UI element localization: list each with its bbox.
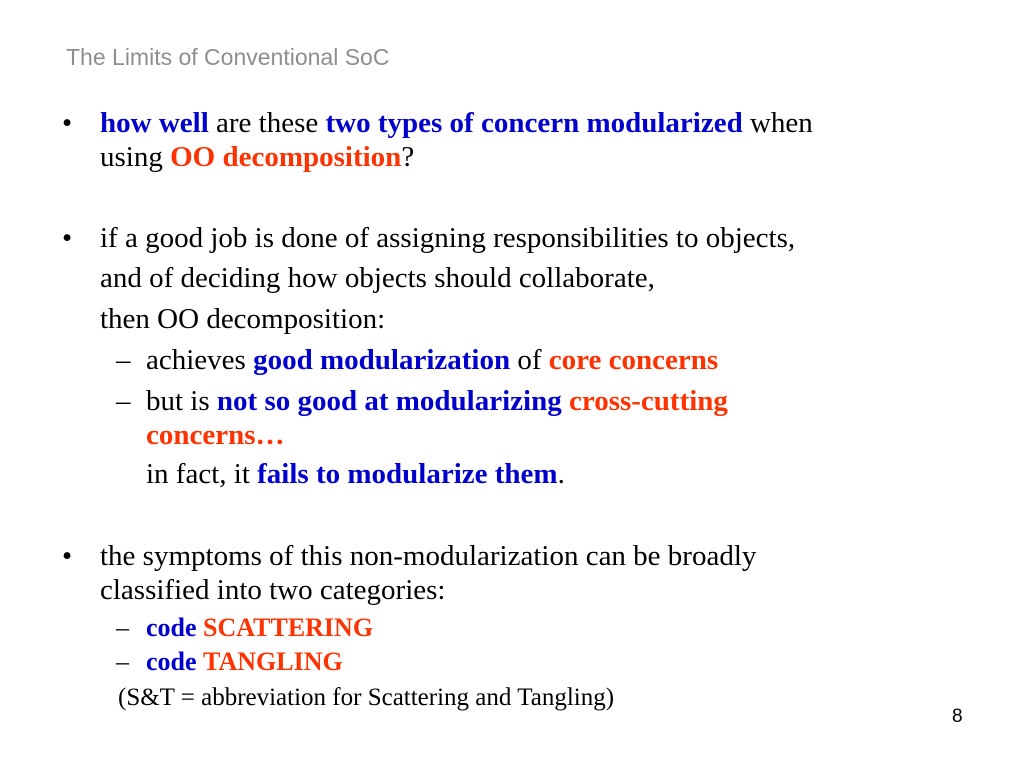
sub-bullet-code-scattering	[146, 611, 373, 645]
text-plain: are these	[208, 107, 326, 139]
text-core-concerns: core concerns	[548, 344, 719, 376]
bullet-3-symbol: •	[62, 540, 73, 572]
page-number: 8	[952, 706, 963, 727]
text-code: code	[146, 613, 197, 642]
sub-bullet-but-is-line-2	[146, 418, 285, 452]
sub-bullet-code-tangling	[146, 645, 343, 679]
bullet-2-symbol: •	[62, 222, 73, 254]
bullet-1-line-1	[100, 106, 813, 140]
text-plain: when	[742, 107, 813, 139]
text-two-types: two types of concern modularized	[325, 107, 743, 139]
text-scattering: SCATTERING	[203, 613, 374, 642]
bullet-3-line-1: the symptoms of this non-modularization can be broadly	[100, 540, 757, 572]
text-plain: but is	[146, 385, 217, 417]
text-cross-cutting: cross-cutting	[568, 385, 728, 417]
text-code: code	[146, 647, 197, 676]
sub-bullet-dash: –	[116, 385, 131, 417]
sub-bullet-dash: –	[116, 613, 129, 642]
sub-bullet-in-fact	[146, 457, 565, 491]
sub-bullet-achieves	[146, 343, 718, 377]
text-plain: in fact, it	[146, 458, 258, 490]
bullet-1-symbol: •	[62, 107, 73, 139]
text-plain: of	[510, 344, 549, 376]
sub-bullet-but-is	[146, 384, 728, 418]
abbreviation-note: (S&T = abbreviation for Scattering and Tangling)	[118, 684, 615, 711]
bullet-2-line-2: and of deciding how objects should collaborate,	[100, 262, 655, 294]
text-plain: achieves	[146, 344, 254, 376]
slide-title: The Limits of Conventional SoC	[66, 44, 390, 70]
text-oo-decomposition: OO decomposition	[170, 141, 402, 173]
text-tangling: TANGLING	[203, 647, 343, 676]
bullet-1-line-2	[100, 140, 414, 174]
bullet-2-line-3: then OO decomposition:	[100, 303, 386, 335]
text-plain: using	[100, 141, 171, 173]
text-concerns: concerns…	[146, 419, 285, 451]
sub-bullet-dash: –	[116, 647, 129, 676]
bullet-3-line-2: classified into two categories:	[100, 574, 446, 606]
text-not-so-good: not so good at modularizing	[216, 385, 562, 417]
bullet-2-line-1: if a good job is done of assigning responsibilities to objects,	[100, 222, 796, 254]
sub-bullet-dash: –	[116, 344, 131, 376]
text-plain: .	[557, 458, 565, 490]
text-plain: ?	[401, 141, 415, 173]
text-plain	[562, 385, 569, 417]
text-good-modularization: good modularization	[253, 344, 511, 376]
text-how-well: how well	[100, 107, 209, 139]
text-fails-to-modularize: fails to modularize them	[257, 458, 558, 490]
